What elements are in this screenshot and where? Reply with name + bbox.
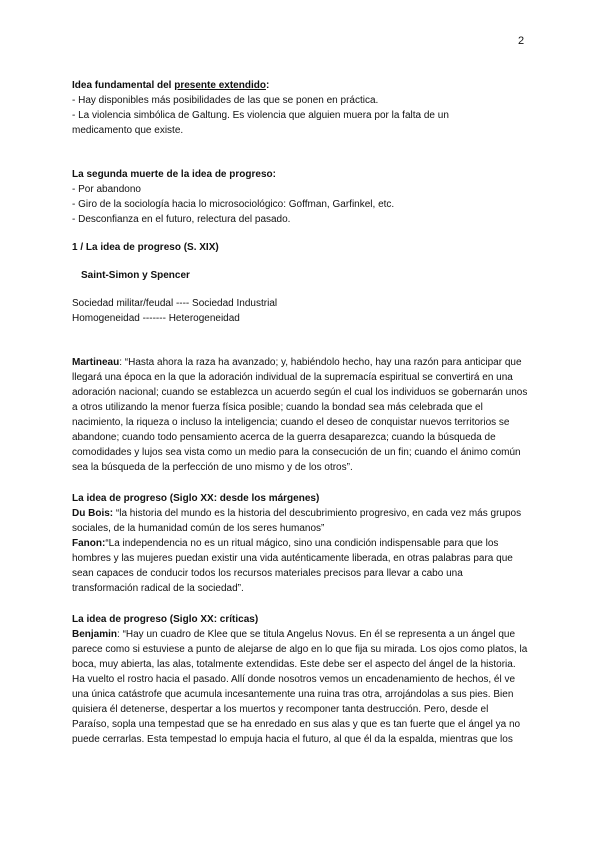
bullet-line: medicamento que existe. (72, 125, 184, 136)
quote-text: “La independencia no es un ritual mágico, sino una condición indispensable para que los hombres y las mujeres puedan existir una vida auténticamente liberada, en otras palabras para que sean capaces de conducir todos los recursos materiales precisos para llevar a cabo una transformación radical de la sociedad”. (72, 538, 513, 594)
bullet-line: - Hay disponibles más posibilidades de las que se ponen en práctica. (72, 95, 379, 106)
section-heading-desde-los-margenes: La idea de progreso (Siglo XX: desde los márgenes) (72, 493, 320, 504)
bullet-line: - Giro de la sociología hacia lo microsociológico: Goffman, Garfinkel, etc. (72, 199, 395, 210)
heading-colon: : (265, 80, 270, 91)
author-name: Benjamin (72, 629, 118, 640)
bullet-line: - La violencia simbólica de Galtung. Es violencia que alguien muera por la falta de un (72, 110, 449, 121)
document-body (72, 78, 528, 747)
section-heading-criticas: La idea de progreso (Siglo XX: críticas) (72, 614, 259, 625)
author-name: Martineau (72, 357, 120, 368)
quote-text: : “Hay un cuadro de Klee que se titula Angelus Novus. En él se representa a un ángel que parece como si estuviese a punto de alejarse de algo en lo que fija su mirada. Los ojos como platos, la boca, muy abierta, las alas, totalmente extendidas. Este debe ser el aspecto del ángel de la historia. Ha vuelto el rostro hacia el pasado. Allí donde nosotros vemos un encadenamiento de hechos, él ve una única catástrofe que acumula incesantemente una ruina tras otra, arrojándolas a sus pies. Bien quisiera él detenerse, despertar a los muertos y recomponer tanta destrucción. Pero, desde el Paraíso, sopla una tempestad que se ha enredado en sus alas y que es tan fuerte que el ángel ya no puede cerrarlas. Esta tempestad lo empuja hacia el futuro, al que él da la espalda, mientras que los (72, 629, 528, 745)
quote-text: “la historia del mundo es la historia del descubrimiento progresivo, en cada vez más grupos sociales, de la humanidad común de los seres humanos” (72, 508, 522, 534)
benjamin-quote (72, 627, 528, 747)
dubois-quote (72, 506, 528, 536)
heading-underlined-text: presente extendido (174, 80, 266, 91)
author-name: Du Bois: (72, 508, 114, 519)
page-number: 2 (518, 35, 525, 47)
heading-text: Idea fundamental del (72, 80, 175, 91)
section-heading-presente-extendido (72, 78, 528, 93)
section-heading-siglo-xix: 1 / La idea de progreso (S. XIX) (72, 242, 219, 253)
bullet-line: - Por abandono (72, 184, 141, 195)
fanon-quote (72, 536, 528, 596)
martineau-quote (72, 355, 528, 475)
comparison-line: Homogeneidad ------- Heterogeneidad (72, 313, 240, 324)
comparison-line: Sociedad militar/feudal ---- Sociedad Industrial (72, 298, 278, 309)
subheading-saint-simon-spencer: Saint-Simon y Spencer (81, 270, 190, 281)
section-heading-segunda-muerte: La segunda muerte de la idea de progreso: (72, 169, 276, 180)
bullet-line: - Desconfianza en el futuro, relectura del pasado. (72, 214, 291, 225)
quote-text: : “Hasta ahora la raza ha avanzado; y, habiéndolo hecho, hay una razón para anticipar que llegará una época en la que la adoración individual de la supremacía espiritual se convertirá en una adoración nacional; cuando se establezca un acuerdo según el cual los individuos se gobernarán unos a otros utilizando la menor fuerza física posible; cuando la bondad sea más celebrada que el nacimiento, la riqueza o incluso la inteligencia; cuando el deseo de conquistar nuevos territorios se abandone; cuando todo pensamiento acerca de la guerra desaparezca; cuando la búsqueda de comodidades y lujos sea vista como un medio para la consecución de un fin; cuando el ánimo común sea la búsqueda de la perfección de uno mismo y de los otros”. (72, 357, 528, 473)
author-name: Fanon: (72, 538, 106, 549)
